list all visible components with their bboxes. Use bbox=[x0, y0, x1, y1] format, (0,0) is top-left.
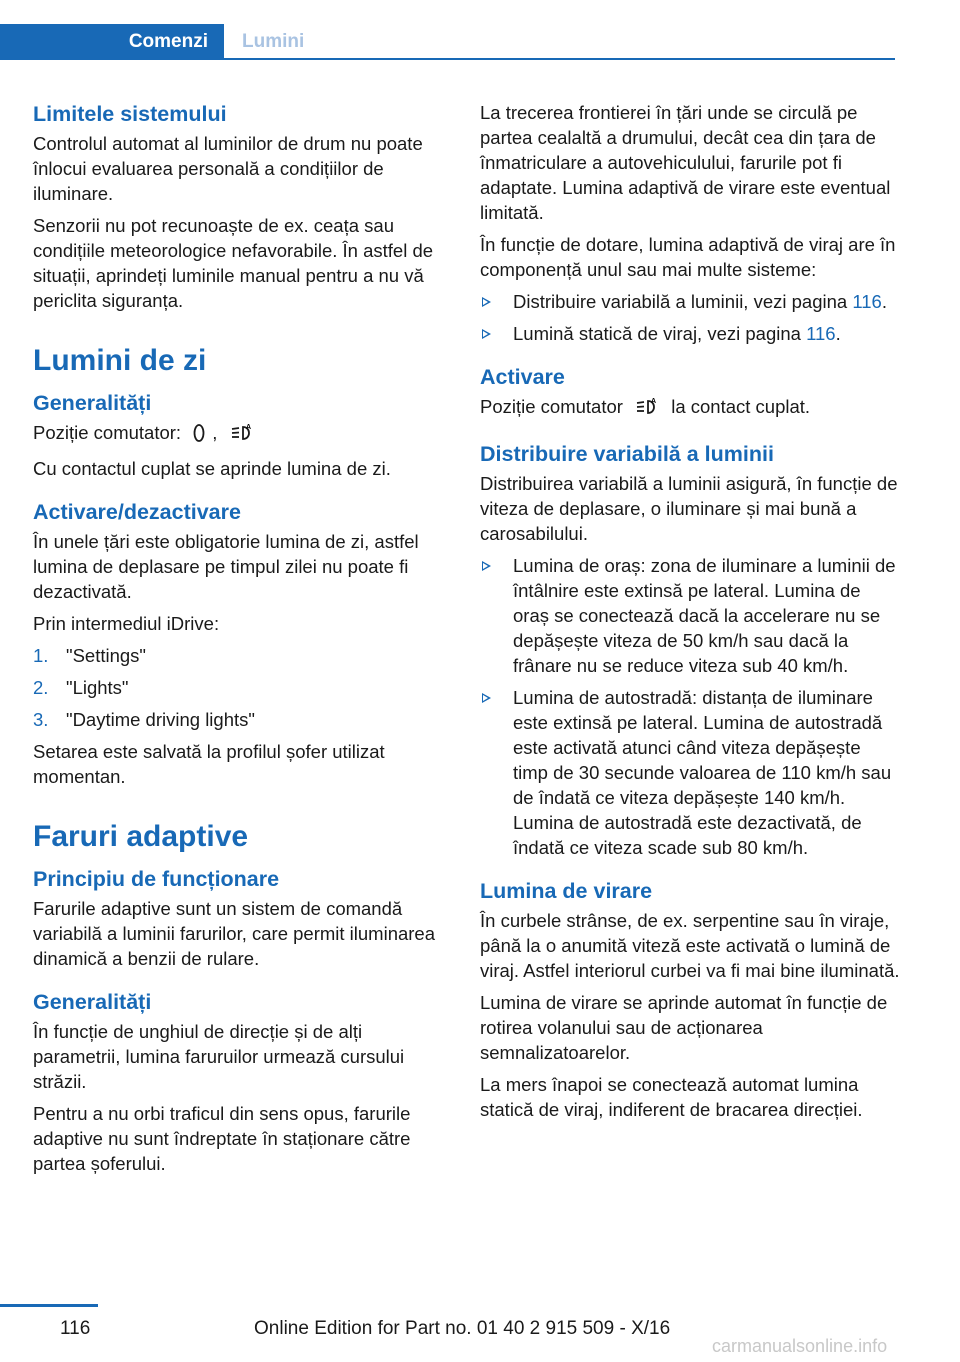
heading-distribution: Distribuire variabilă a luminii bbox=[480, 442, 774, 466]
page-header bbox=[0, 24, 895, 62]
bullet-text: Lumina de oraș: zona de iluminare a luminii de întâlnire este extinsă pe lateral. Lumina de oraș se conectează dacă la accelerare nu se depășește viteza de 50 km/h sau dacă la frânare nu se reduce viteza sub 40 km/h. bbox=[513, 555, 896, 676]
paragraph-idrive: Prin intermediul iDrive: bbox=[33, 613, 220, 634]
auto-headlight-icon bbox=[229, 423, 255, 449]
page-link[interactable]: 116 bbox=[806, 323, 836, 344]
heading-general-2: Generalități bbox=[33, 990, 152, 1014]
svg-text:A: A bbox=[245, 424, 251, 431]
list-item bbox=[480, 553, 900, 678]
page-number: 116 bbox=[60, 1318, 91, 1339]
paragraph-distribution: Distribuirea variabilă a luminii asigură, în funcție de viteza de deplasare, o iluminare și mai bună a carosabilului. bbox=[480, 473, 898, 544]
tab-lumini[interactable]: Lumini bbox=[224, 24, 895, 60]
list-item bbox=[480, 685, 900, 860]
bullet-triangle-icon bbox=[482, 561, 491, 571]
auto-headlight-icon bbox=[634, 397, 660, 423]
heading-principle: Principiu de funcționare bbox=[33, 867, 280, 891]
paragraph-daylight-on: Cu contactul cuplat se aprinde lumina de zi. bbox=[33, 458, 391, 479]
bullet-end: . bbox=[835, 323, 841, 344]
footer-divider bbox=[0, 1304, 98, 1307]
tab-comenzi[interactable]: Comenzi bbox=[0, 24, 224, 60]
bullet-end: . bbox=[881, 291, 887, 312]
paragraph-turning-3: La mers înapoi se conectează automat lumina statică de viraj, indiferent de bracarea direcției. bbox=[480, 1074, 863, 1120]
list-item bbox=[480, 289, 900, 314]
paragraph-saved: Setarea este salvată la profilul șofer utilizat momentan. bbox=[33, 741, 385, 787]
heading-limits: Limitele sistemului bbox=[33, 102, 227, 126]
step-text: "Lights" bbox=[66, 677, 129, 698]
list-item bbox=[480, 321, 900, 346]
switch-separator: , bbox=[212, 422, 218, 443]
watermark: carmanualsonline.info bbox=[712, 1336, 888, 1356]
switch-position-0-icon bbox=[192, 423, 206, 449]
bullet-triangle-icon bbox=[482, 693, 491, 703]
bullet-text: Distribuire variabilă a luminii, vezi pagina bbox=[513, 291, 853, 312]
bullet-text: Lumina de autostradă: distanța de iluminare este extinsă pe lateral. Lumina de autostradă este activată atunci când viteza depășește timp de 30 secunde valoarea de 110 km/h sau de îndată ce viteza depășește 140 km/h. Lumina de autostradă este dezactivată, de îndată ce viteza scade sub 80 km/h. bbox=[513, 687, 892, 858]
right-column bbox=[480, 100, 900, 1129]
step-text: "Settings" bbox=[66, 645, 146, 666]
heading-turning: Lumina de virare bbox=[480, 879, 653, 903]
heading-adaptive: Faruri adaptive bbox=[33, 820, 249, 853]
paragraph-equipment: În funcție de dotare, lumina adaptivă de viraj are în componență unul sau mai multe sisteme: bbox=[480, 234, 896, 280]
heading-general-1: Generalități bbox=[33, 391, 152, 415]
header-divider bbox=[224, 58, 895, 60]
distribution-list bbox=[480, 553, 900, 860]
step-text: "Daytime driving lights" bbox=[66, 709, 255, 730]
paragraph-limits-1: Controlul automat al luminilor de drum nu poate înlocui evaluarea personală a condițiilor de iluminare. bbox=[33, 133, 423, 204]
list-item bbox=[33, 707, 451, 732]
paragraph-activare bbox=[480, 394, 900, 423]
page-link[interactable]: 116 bbox=[852, 291, 882, 312]
step-number: 3. bbox=[33, 709, 49, 730]
activare-prefix: Poziție comutator bbox=[480, 396, 623, 417]
paragraph-activation: În unele țări este obligatorie lumina de zi, astfel lumina de deplasare pe timpul zilei nu poate fi dezactivată. bbox=[33, 531, 419, 602]
heading-activation: Activare/dezactivare bbox=[33, 500, 241, 524]
paragraph-general-2a: În funcție de unghiul de direcție și de alți parametrii, lumina faruruilor urmează cursului străzii. bbox=[33, 1021, 405, 1092]
bullet-text: Lumină statică de viraj, vezi pagina bbox=[513, 323, 807, 344]
activare-suffix: la contact cuplat. bbox=[671, 396, 811, 417]
svg-text:A: A bbox=[651, 398, 657, 405]
list-item bbox=[33, 643, 451, 668]
heading-activare: Activare bbox=[480, 365, 565, 389]
switch-prefix: Poziție comutator: bbox=[33, 422, 182, 443]
left-column bbox=[33, 100, 451, 1183]
systems-list bbox=[480, 289, 900, 346]
steps-list bbox=[33, 643, 451, 732]
edition-text: Online Edition for Part no. 01 40 2 915 509 - X/16 bbox=[254, 1318, 671, 1339]
step-number: 1. bbox=[33, 645, 49, 666]
bullet-triangle-icon bbox=[482, 297, 491, 307]
paragraph-border: La trecerea frontierei în țări unde se circulă pe partea cealaltă a drumului, decât cea din țara de înmatriculare a autovehiculului, farurile pot fi adaptate. Lumina adaptivă de virare este eventual limitată. bbox=[480, 102, 891, 223]
step-number: 2. bbox=[33, 677, 49, 698]
heading-daylight: Lumini de zi bbox=[33, 344, 207, 377]
list-item bbox=[33, 675, 451, 700]
bullet-triangle-icon bbox=[482, 329, 491, 339]
paragraph-switch-position bbox=[33, 420, 451, 449]
paragraph-turning-1: În curbele strânse, de ex. serpentine sau în viraje, până la o anumită viteză este activată o lumină de viraj. Astfel interiorul curbei va fi mai bine iluminată. bbox=[480, 910, 900, 981]
paragraph-general-2b: Pentru a nu orbi traficul din sens opus, farurile adaptive nu sunt îndreptate în staționare către partea șoferului. bbox=[33, 1103, 411, 1174]
paragraph-principle: Farurile adaptive sunt un sistem de comandă variabilă a luminii farurilor, care permit iluminarea dinamică a benzii de rulare. bbox=[33, 898, 436, 969]
paragraph-turning-2: Lumina de virare se aprinde automat în funcție de rotirea volanului sau de acționarea semnalizatoarelor. bbox=[480, 992, 888, 1063]
paragraph-limits-2: Senzorii nu pot recunoaște de ex. ceața sau condițiile meteorologice nefavorabile. În astfel de situații, aprindeți luminile manual pentru a nu vă periclita siguranța. bbox=[33, 215, 434, 311]
